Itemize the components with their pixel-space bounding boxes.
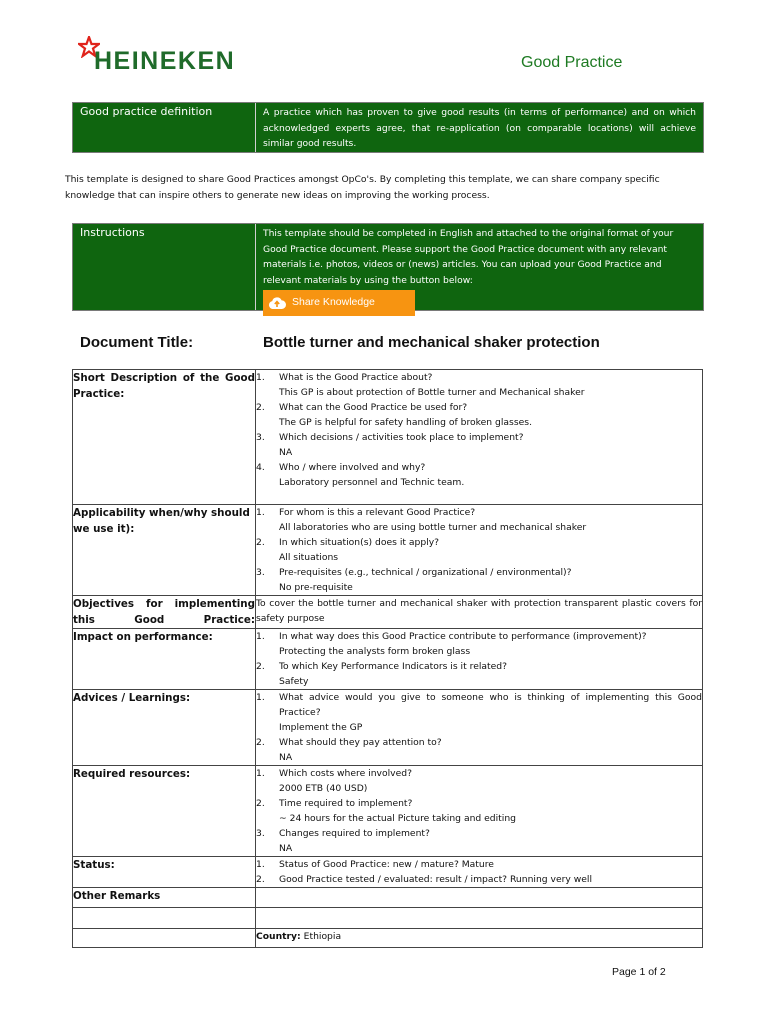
list-item: 1. Status of Good Practice: new / mature? Mature xyxy=(256,859,494,870)
row-applicability xyxy=(73,505,703,596)
share-knowledge-label: Share Knowledge xyxy=(292,296,375,309)
good-practice-table xyxy=(72,369,703,948)
empty-cell xyxy=(256,908,703,929)
document-type-title: Good Practice xyxy=(521,54,623,71)
list-item: 1. For whom is this a relevant Good Practice? All laboratories who are using bottle turner and mechanical shaker xyxy=(256,507,587,533)
other-remarks-value xyxy=(256,888,703,908)
document-title-label: Document Title: xyxy=(80,334,194,351)
definition-box xyxy=(72,102,704,153)
row-short-description xyxy=(73,370,703,505)
instructions-label: Instructions xyxy=(73,224,256,310)
list-item: 1. In what way does this Good Practice contribute to performance (improvement)? Protecting the analysts form broken glass xyxy=(256,631,647,657)
country-cell xyxy=(256,929,703,948)
impact-label: Impact on performance: xyxy=(73,629,256,690)
list-item: 2. Good Practice tested / evaluated: result / impact? Running very well xyxy=(256,874,593,885)
advices-content xyxy=(256,690,703,766)
row-advices xyxy=(73,690,703,766)
objectives-label: Objectives for implementing this Good Practice: xyxy=(73,596,256,629)
resources-content xyxy=(256,766,703,857)
list-item: 3. Pre-requisites (e.g., technical / organizational / environmental)? No pre-requisite xyxy=(256,567,572,593)
row-objectives xyxy=(73,596,703,629)
cloud-upload-icon xyxy=(268,296,286,310)
list-item: 2. To which Key Performance Indicators is it related? Safety xyxy=(256,661,508,687)
row-status xyxy=(73,857,703,888)
resources-label: Required resources: xyxy=(73,766,256,857)
instructions-box xyxy=(72,223,704,311)
country-value: Ethiopia xyxy=(303,931,342,942)
list-item: 3. Which decisions / activities took place to implement? NA xyxy=(256,432,524,458)
list-item: 1. What advice would you give to someone who is thinking of implementing this Good Practice? Implement the GP xyxy=(256,692,702,733)
status-content xyxy=(256,857,703,888)
objectives-text: To cover the bottle turner and mechanical shaker with protection transparent plastic covers for safety purpose xyxy=(256,596,703,629)
row-other-remarks xyxy=(73,888,703,908)
other-remarks-label: Other Remarks xyxy=(73,888,256,908)
definition-label: Good practice definition xyxy=(73,103,256,152)
page-number: Page 1 of 2 xyxy=(612,966,666,978)
list-item: 1. Which costs where involved? 2000 ETB (40 USD) xyxy=(256,768,412,794)
brand-name: HEINEKEN xyxy=(94,47,236,75)
document-title: Bottle turner and mechanical shaker protection xyxy=(263,334,600,351)
list-item: 1. What is the Good Practice about? This GP is about protection of Bottle turner and Mechanical shaker xyxy=(256,372,585,398)
country-label: Country: xyxy=(256,931,301,942)
empty-cell xyxy=(73,929,256,948)
impact-content xyxy=(256,629,703,690)
definition-text: A practice which has proven to give good results (in terms of performance) and on which acknowledged experts agree, that re-application (on comparable locations) will achieve similar good results. xyxy=(263,107,696,149)
row-resources xyxy=(73,766,703,857)
row-empty xyxy=(73,908,703,929)
list-item: 2. In which situation(s) does it apply? All situations xyxy=(256,537,440,563)
short-description-content xyxy=(256,370,703,505)
applicability-label: Applicability when/why should we use it): xyxy=(73,505,256,596)
row-impact xyxy=(73,629,703,690)
intro-text: This template is designed to share Good Practices amongst OpCo's. By completing this template, we can share company specific knowledge that can inspire others to generate new ideas on improving the working process. xyxy=(65,174,660,201)
row-country xyxy=(73,929,703,948)
empty-cell xyxy=(73,908,256,929)
list-item: 2. Time required to implement? ~ 24 hours for the actual Picture taking and editing xyxy=(256,798,516,824)
instructions-text: This template should be completed in English and attached to the original format of your Good Practice document. Please support the Good Practice document with any relevant materials i.e. photos, videos or (news) articles. You can upload your Good Practice and relevant materials by using the button below: xyxy=(263,228,674,286)
share-knowledge-button[interactable] xyxy=(263,290,415,316)
applicability-content xyxy=(256,505,703,596)
advices-label: Advices / Learnings: xyxy=(73,690,256,766)
status-label: Status: xyxy=(73,857,256,888)
instructions-content xyxy=(256,224,703,310)
short-description-label: Short Description of the Good Practice: xyxy=(73,370,256,505)
list-item: 2. What can the Good Practice be used for? The GP is helpful for safety handling of broken glasses. xyxy=(256,402,532,428)
list-item: 3. Changes required to implement? NA xyxy=(256,828,430,854)
list-item: 2. What should they pay attention to? NA xyxy=(256,737,442,763)
list-item: 4. Who / where involved and why? Laboratory personnel and Technic team. xyxy=(256,462,465,488)
